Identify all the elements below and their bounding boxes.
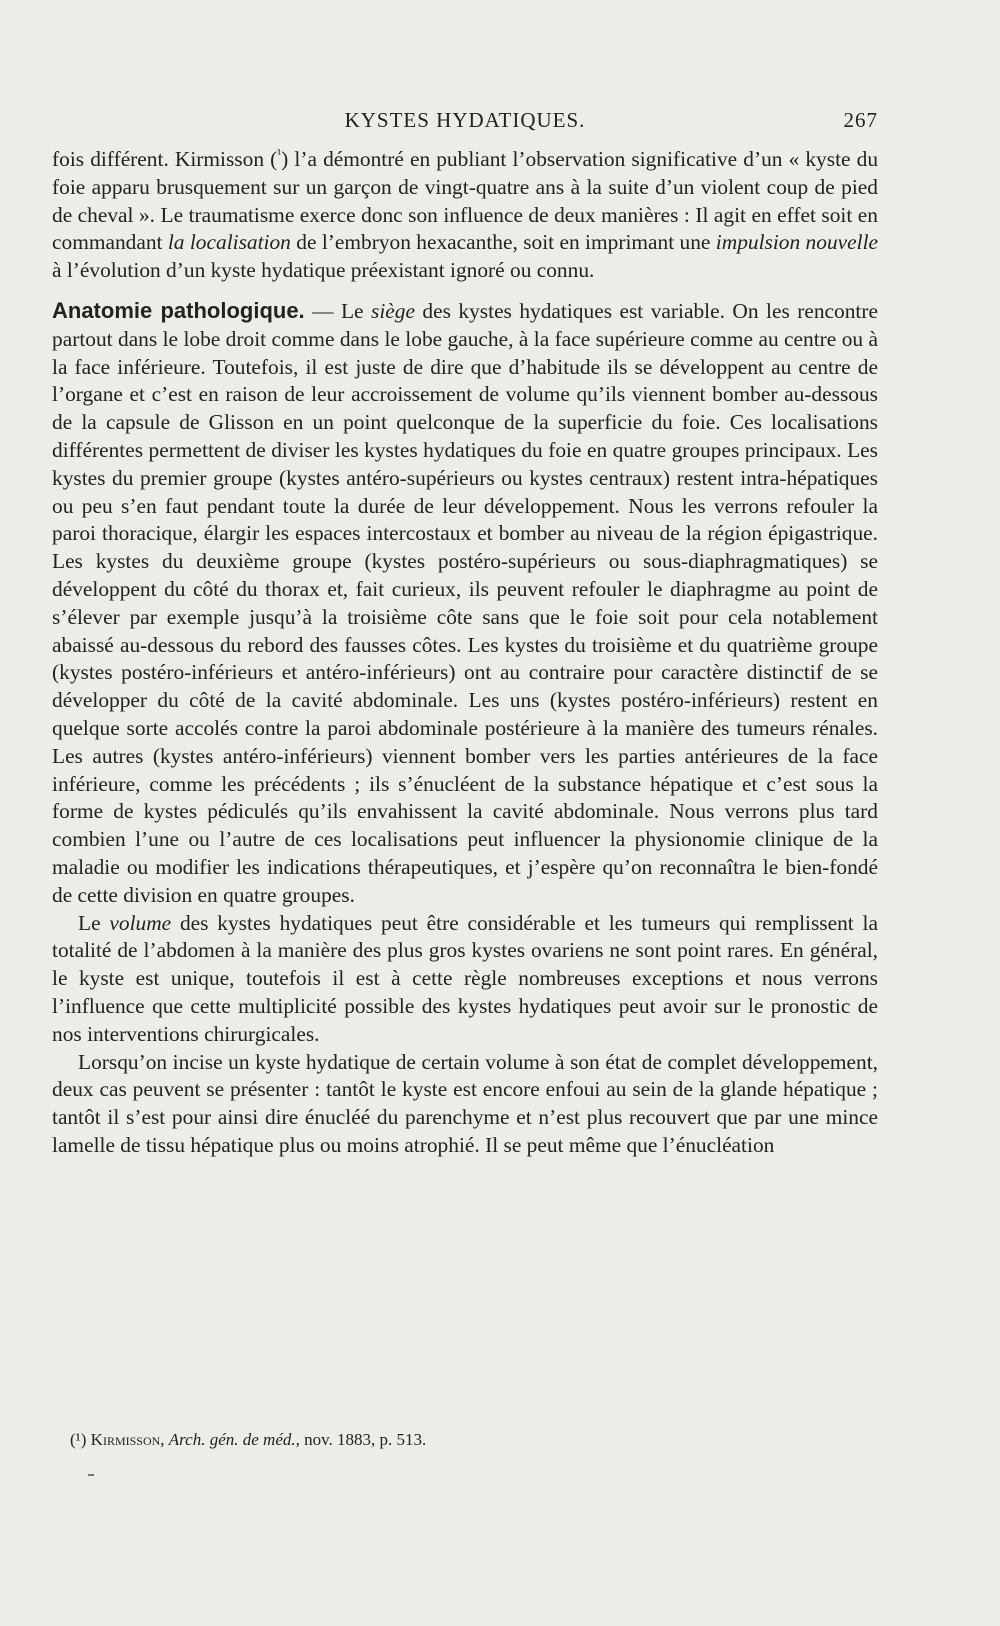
page-number: 267 [843, 108, 878, 132]
paragraph-text: ) l’a démontré en publiant l’observation significative d’un « kyste du foie apparu brusquement sur un garçon de vingt-quatre ans à la suite d’un violent coup de pied de cheval ». Le traumatisme exerce donc son influence de deux manières : Il agit en effet soit en commandant [52, 147, 879, 255]
italic-term: la localisation [167, 230, 291, 255]
printer-mark [88, 1474, 94, 1476]
footnote [70, 1430, 870, 1450]
italic-term: impulsion nouvelle [715, 230, 879, 255]
paragraph-text: — Le [304, 298, 372, 323]
paragraph-text: des kystes hydatiques peut être considérable et les tumeurs qui remplissent la totalité de l’abdomen à la manière des plus gros kystes ovariens ne sont point rares. En général, le kyste est unique, toutefois il est à cette règle nombreuses exceptions et nous verrons l’influence que cette multiplicité possible des kystes hydatiques peut avoir sur le pronostic de nos interventions chirurgicales. [52, 910, 878, 1046]
footnote-text: , nov. 1883, p. 513. [295, 1430, 427, 1449]
footnote-marker: (¹) [70, 1430, 91, 1449]
paragraph-volume [52, 910, 878, 1049]
italic-term: siège [371, 298, 415, 323]
paragraph-text: des kystes hydatiques est variable. On les rencontre partout dans le lobe droit comme dans le lobe gauche, à la face supérieure comme au centre ou à la face inférieure. Toutefois, il est juste de dire que d’habitude ils se développent au centre de l’organe et c’est en raison de leur accroissement de volume qu’ils viennent bomber au-dessous de la capsule de Glisson en un point quelconque de la superficie du foie. Ces localisations différentes permettent de diviser les kystes hydatiques du foie en quatre groupes principaux. Les kystes du premier groupe (kystes antéro-supérieurs ou kystes centraux) restent intra-hépatiques ou peu s’en faut pendant toute la durée de leur développement. Nous les verrons refouler la paroi thoracique, élargir les espaces intercostaux et bomber au niveau de la région épigastrique. Les kystes du deuxième groupe (kystes postéro-supérieurs ou sous-diaphragmatiques) se développent du côté du thorax et, fait curieux, ils peuvent refouler le diaphragme au point de s’élever par exemple jusqu’à la troisième côte sans que le foie soit pour cela notablement abaissé au-dessous du rebord des fausses côtes. Les kystes du troisième et du quatrième groupe (kystes postéro-inférieurs et antéro-inférieurs) ont au contraire pour caractère distinctif de se développer du côté de la cavité abdominale. Les uns (kystes postéro-inférieurs) restent en quelque sorte accolés contre la paroi abdominale postérieure à la manière des tumeurs rénales. Les autres (kystes antéro-inférieurs) viennent bomber vers les parties antérieures de la face inférieure, comme les précédents ; ils s’énucléent de la substance hépatique et c’est sous la forme de kystes pédiculés qu’ils envahissent la cavité abdominale. Nous verrons plus tard combien l’une ou l’autre de ces localisations peut influencer la physionomie clinique de la maladie ou modifier les indications thérapeutiques, et j’espère qu’on reconnaîtra le bien-fondé de cette division en quatre groupes. [52, 298, 878, 907]
section-heading: Anatomie pathologique. [52, 297, 305, 323]
italic-term: volume [109, 910, 172, 935]
paragraph-traumatism [52, 146, 878, 285]
running-title: KYSTES HYDATIQUES. [344, 108, 586, 132]
paragraph-anatomy [52, 297, 878, 910]
body-text [52, 146, 878, 1160]
paragraph-text: de l’embryon hexacanthe, soit en imprimant une [290, 230, 716, 255]
footnote-text: , [160, 1430, 169, 1449]
paragraph-incision: Lorsqu’on incise un kyste hydatique de certain volume à son état de complet développement, deux cas peuvent se présenter : tantôt le kyste est encore enfoui au sein de la glande hépatique ; tantôt il s’est pour ainsi dire énucléé du parenchyme et n’est plus recouvert que par une mince lamelle de tissu hépatique plus ou moins atrophié. Il se peut même que l’énucléation [52, 1049, 878, 1157]
paragraph-text: à l’évolution d’un kyste hydatique préexistant ignoré ou connu. [52, 258, 595, 283]
footnote-journal: Arch. gén. de méd. [168, 1430, 296, 1449]
running-header [52, 108, 878, 138]
footnote-author: Kirmisson [90, 1430, 161, 1449]
footnote-reference: ¹ [277, 145, 282, 161]
paragraph-text: fois différent. Kirmisson ( [52, 147, 278, 171]
paragraph-text: Le [78, 910, 110, 935]
